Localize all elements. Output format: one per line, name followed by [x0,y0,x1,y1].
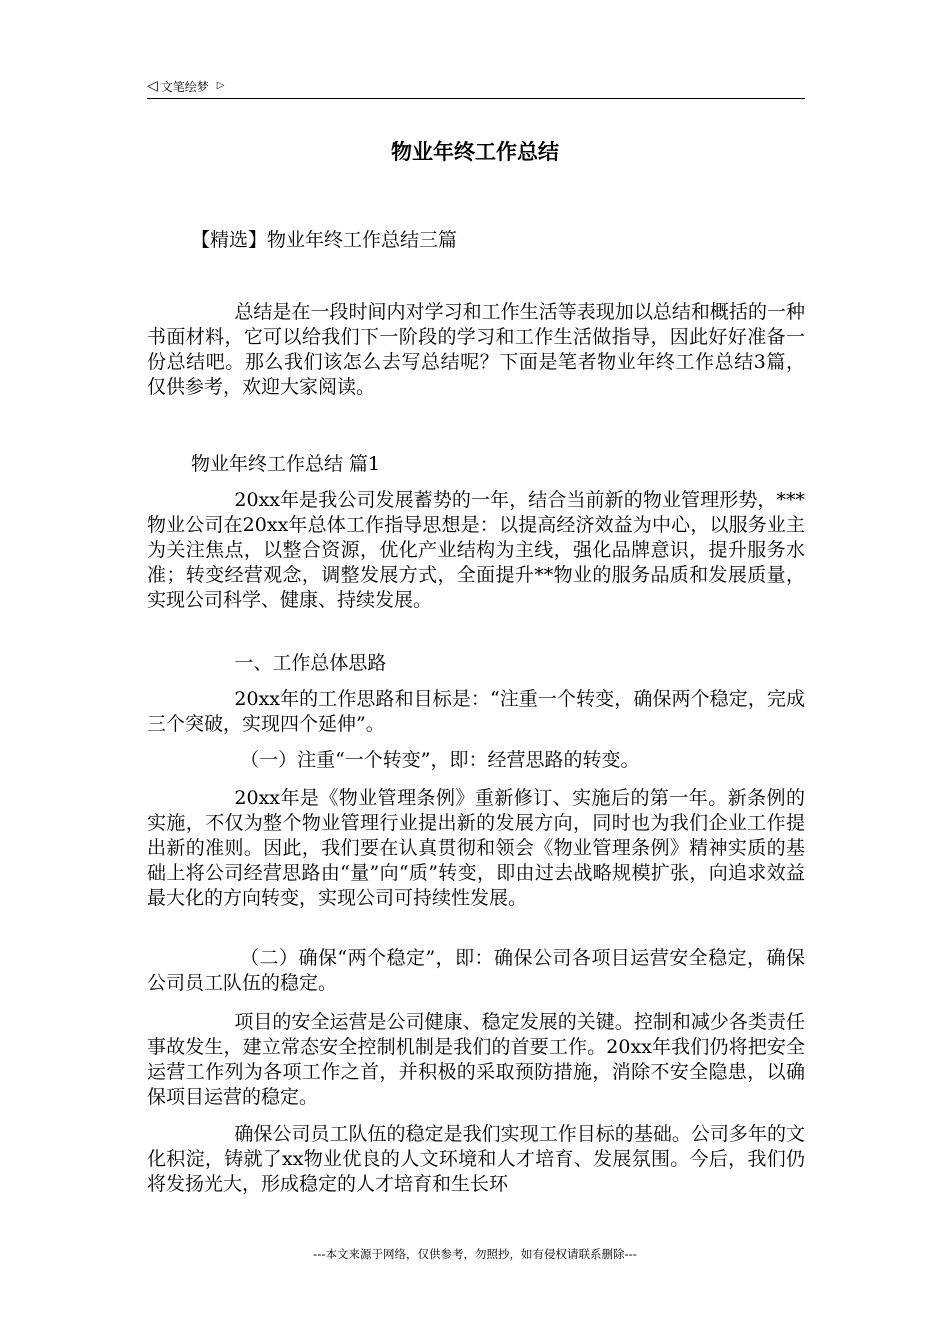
section-heading: 物业年终工作总结 篇1 [191,453,381,475]
intro-block [147,300,805,400]
page-header [147,74,805,99]
header-brand: 文笔绘梦 [160,79,209,94]
body-heading-1: 一、工作总体思路 [234,652,387,674]
body-paragraph-5: 确保公司员工队伍的稳定是我们实现工作目标的基础。公司多年的文化积淀，铸就了xx物业优良的人文环境和人才培育、发展氛围。今后，我们仍将发扬光大，形成稳定的人才培育和生长环 [147,1123,805,1195]
body-block-heading-3 [147,946,805,996]
body-paragraph-1: 20xx年是我公司发展蓄势的一年，结合当前新的物业管理形势，***物业公司在20xx年总体工作指导思想是：以提高经济效益为中心，以服务业主为关注焦点，以整合资源，优化产业结构为主线，强化品牌意识，提升服务水准；转变经营观念，调整发展方式，全面提升**物业的服务品质和发展质量，实现公司科学、健康、持续发展。 [147,489,805,611]
body-heading-3: （二）确保“两个稳定”，即：确保公司各项目运营安全稳定，确保公司员工队伍的稳定。 [147,947,805,994]
body-paragraph-3: 20xx年是《物业管理条例》重新修订、实施后的第一年。新条例的实施，不仅为整个物业管理行业提出新的发展方向，同时也为我们企业工作提出新的准则。因此，我们要在认真贯彻和领会《物业管理条例》精神实质的基础上将公司经营思路由“量”向“质”转变，即由过去战略规模扩张，向追求效益最大化的方向转变，实现公司可持续性发展。 [147,787,805,909]
body-block-heading-2 [147,748,805,773]
document-title: 物业年终工作总结 [391,140,559,164]
page-footer: ---本文来源于网络，仅供参考，勿照抄，如有侵权请联系删除--- [313,1247,637,1261]
body-block-5 [147,1122,805,1197]
body-block-4 [147,1010,805,1110]
intro-paragraph: 总结是在一段时间内对学习和工作生活等表现加以总结和概括的一种书面材料，它可以给我们下一阶段的学习和工作生活做指导，因此好好准备一份总结吧。那么我们该怎么去写总结呢？下面是笔者物业年终工作总结3篇，仅供参考，欢迎大家阅读。 [147,301,805,398]
body-paragraph-2: 20xx年的工作思路和目标是：“注重一个转变，确保两个稳定，完成三个突破，实现四个延伸”。 [147,688,805,735]
triangle-left-icon: ◁ [147,78,158,94]
section-heading-block [147,452,805,477]
subtitle-block [147,228,805,253]
body-paragraph-4: 项目的安全运营是公司健康、稳定发展的关键。控制和减少各类责任事故发生，建立常态安全控制机制是我们的首要工作。20xx年我们仍将把安全运营工作列为各项工作之首，并积极的采取预防措施，消除不安全隐患，以确保项目运营的稳定。 [147,1011,805,1108]
body-block-heading-1 [147,651,805,676]
body-block-2 [147,687,805,737]
document-subtitle: 【精选】物业年终工作总结三篇 [191,229,458,251]
body-block-3 [147,786,805,911]
body-block-1 [147,488,805,613]
triangle-right-icon: ▷ [216,80,225,91]
body-heading-2: （一）注重“一个转变”，即：经营思路的转变。 [240,749,640,771]
